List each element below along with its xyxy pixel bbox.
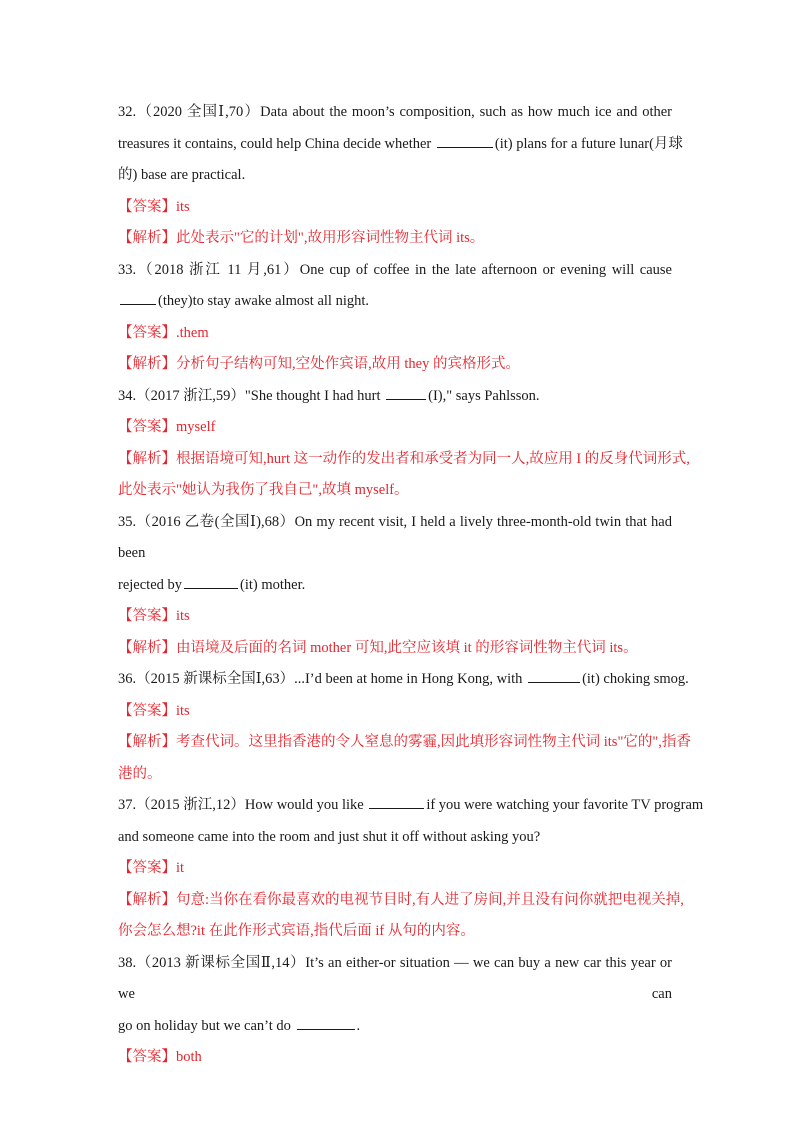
- question-34-line-1: 34.（2017 浙江,59）"She thought I had hurt (I)," says Pahlsson.: [118, 387, 540, 404]
- question-38-line-1: 38.（2013 新课标全国Ⅱ,14）It’s an either-or situation — we can buy a new car this year or we can: [118, 954, 672, 1002]
- analysis-33: 【解析】分析句子结构可知,空处作宾语,故用 they 的宾格形式。: [118, 356, 520, 372]
- analysis-34-line-1: 【解析】根据语境可知,hurt 这一动作的发出者和承受者为同一人,故应用 I 的反身代词形式,: [118, 450, 690, 467]
- question-35-line-2: rejected by (it) mother.: [118, 576, 306, 593]
- analysis-35: 【解析】由语境及后面的名词 mother 可知,此空应该填 it 的形容词性物主代词 its。: [118, 639, 638, 656]
- question-38-line-2: go on holiday but we can’t do .: [118, 1017, 361, 1034]
- question-37-line-2: and someone came into the room and just shut it off without asking you?: [118, 828, 541, 845]
- answer-blank: [297, 1016, 355, 1030]
- question-36-line-1: 36.（2015 新课标全国Ⅰ,63）...I’d been at home in Hong Kong, with (it) choking smog.: [118, 671, 689, 687]
- answer-34: 【答案】myself: [118, 419, 216, 435]
- answer-blank: [369, 795, 424, 809]
- analysis-32: 【解析】此处表示"它的计划",故用形容词性物主代词 its。: [118, 230, 485, 246]
- answer-blank: [120, 291, 156, 305]
- answer-36: 【答案】its: [118, 702, 190, 719]
- question-33-line-1: 33.（2018 浙江 11 月,61）One cup of coffee in the late afternoon or evening will cause: [118, 261, 672, 278]
- answer-38: 【答案】both: [118, 1049, 202, 1065]
- question-32-line-1: 32.（2020 全国Ⅰ,70）Data about the moon’s composition, such as how much ice and other: [118, 104, 672, 120]
- analysis-36-line-2: 港的。: [118, 765, 162, 782]
- question-35-line-1: 35.（2016 乙卷(全国Ⅰ),68）On my recent visit, I held a lively three-month-old twin that had been: [118, 513, 672, 561]
- answer-blank: [528, 669, 580, 683]
- question-33-line-2: (they)to stay awake almost all night.: [118, 286, 672, 318]
- answer-37: 【答案】it: [118, 860, 185, 876]
- analysis-34-line-2: 此处表示"她认为我伤了我自己",故填 myself。: [118, 482, 409, 498]
- analysis-36-line-1: 【解析】考查代词。这里指香港的令人窒息的雾霾,因此填形容词性物主代词 its"它的",指香: [118, 734, 691, 750]
- answer-35: 【答案】its: [118, 608, 190, 624]
- question-32-line-2: treasures it contains, could help China decide whether (it) plans for a future lunar(月球: [118, 135, 683, 152]
- question-37-line-1: 37.（2015 浙江,12）How would you like if you were watching your favorite TV program: [118, 797, 704, 813]
- question-32-line-3: 的) base are practical.: [118, 167, 246, 183]
- answer-33: 【答案】.them: [118, 324, 209, 341]
- answer-32: 【答案】its: [118, 198, 190, 215]
- answer-blank: [437, 134, 493, 148]
- answer-blank: [386, 386, 426, 400]
- analysis-37-line-1: 【解析】句意:当你在看你最喜欢的电视节目时,有人进了房间,并且没有问你就把电视关掉,: [118, 891, 684, 908]
- answer-blank: [184, 575, 238, 589]
- analysis-37-line-2: 你会怎么想?it 在此作形式宾语,指代后面 if 从句的内容。: [118, 923, 475, 939]
